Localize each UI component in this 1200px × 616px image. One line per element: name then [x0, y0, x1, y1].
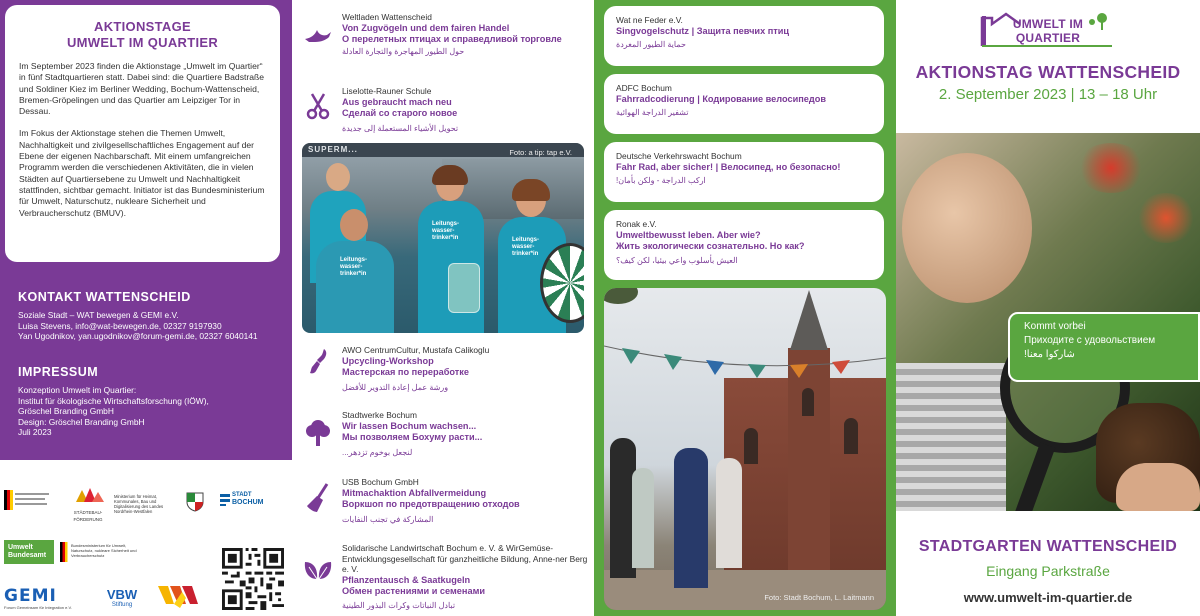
event-title-ru: Жить экологически сознательно. Но как? — [616, 241, 805, 251]
intro-card — [5, 5, 280, 262]
impressum-line: Gröschel Branding GmbH — [18, 406, 114, 416]
brand-name: UMWELT IM QUARTIER — [1012, 17, 1084, 45]
event-title-ar: حماية الطيور المغردة — [616, 40, 686, 49]
contact-line: Luisa Stevens, info@wat-bewegen.de, 02327 9197930 — [18, 320, 222, 331]
event-title — [616, 26, 872, 38]
leaves-icon — [302, 556, 334, 584]
event-title-ru: Мы позволяем Бохуму расти... — [342, 432, 483, 442]
event-title-ar: المشاركة في تجنب النفايات — [342, 514, 434, 524]
impressum-section — [18, 365, 280, 438]
contact-line: Soziale Stadt – WAT bewegen & GEMI e.V. — [18, 310, 179, 320]
event-item — [342, 543, 592, 611]
child-figure — [716, 458, 742, 568]
contact-section — [18, 290, 280, 342]
website-link[interactable]: www.umwelt-im-quartier.de — [963, 590, 1133, 605]
event-title-ru: Велосипед, но безопасно! — [720, 161, 841, 172]
info-panel — [0, 0, 292, 460]
child-head — [902, 153, 1032, 303]
nrw-crest-icon — [186, 492, 204, 512]
event-title: AKTIONSTAG WATTENSCHEID — [915, 62, 1181, 82]
title-separator: | — [697, 93, 700, 104]
event-title-de: Von Zugvögeln und dem fairen Handel — [342, 22, 510, 33]
event-title-ru: Воркшоп по предотвращению отходов — [342, 499, 520, 509]
gemi-logo — [4, 588, 84, 612]
tree-icon — [302, 418, 334, 446]
event-title — [616, 94, 872, 106]
church-window — [744, 428, 758, 464]
gemi-subtext: Forum Gemeinsam für Integration e.V. — [4, 605, 72, 610]
event-title-ar: العيش بأسلوب واعي بيئيا، لكن كيف؟ — [616, 255, 738, 265]
intro-paragraph: Im Fokus der Aktionstage stehen die Themen Umwelt, Nachhaltigkeit und zivilgesellschaftliches Engagement auf der Ebene der eigenen Nachbarschaft. Mit einem umfangreichen Programm werden die verschiedenen Aktivitäten, die in vielen Städten auf Quartiersebene zu Umwelt und Nachhaltigkeit stattfinden, sichtbar gemacht. Initiator ist das Bundesministerium für Umwelt, Naturschutz, nukleare Sicherheit und Verbraucherschutz (BMUV). — [19, 128, 265, 218]
intro-paragraph: Im September 2023 finden die Aktionstage „Umwelt im Quartier“ in fünf Stadtquartieren statt. Dabei sind: die Quartiere Badstraße und Soldiner Kiez im Berliner Wedding, Bochum-Wattenscheid, Bremen-Gröpelingen und das Quartier am Leipziger Tor in Dessau. — [19, 61, 265, 117]
welcome-ru: Приходите с удовольствием — [1024, 335, 1156, 346]
sponsor-logos — [0, 460, 292, 616]
umwelt-bundesamt-line2: Bundesamt — [8, 552, 47, 559]
event-item — [342, 12, 592, 57]
event-organizer: Liselotte-Rauner Schule — [342, 86, 432, 96]
impressum-line: Institut für ökologische Wirtschaftsforschung (IÖW), — [18, 395, 209, 406]
flower-bokeh — [1136, 193, 1196, 243]
event-date: 2. September 2023 | 13 – 18 Uhr — [938, 86, 1158, 103]
venue-entrance: Eingang Parkstraße — [986, 563, 1110, 579]
church-photo — [604, 288, 886, 610]
event-organizer: ADFC Bochum — [616, 83, 672, 93]
event-item — [342, 477, 592, 525]
cover-column — [896, 0, 1200, 616]
welcome-de: Kommt vorbei — [1024, 321, 1086, 332]
staedtebau-logo — [68, 486, 108, 522]
event-title-ru: Обмен растениями и семенами — [342, 586, 486, 596]
event-item — [342, 410, 592, 458]
shirt-text: Leitungs-wasser-trinker*in — [340, 257, 367, 277]
shirt-text: Leitungs-wasser-trinker*in — [432, 221, 459, 241]
event-organizer: USB Bochum GmbH — [342, 477, 419, 487]
gemi-wordmark: GEMI — [4, 586, 57, 606]
intro-title-line1: AKTIONSTAGE — [94, 19, 191, 34]
event-title-ar: تبادل النباتات وكرات البذور الطينية — [342, 600, 456, 610]
broom-icon — [302, 484, 334, 512]
plaza-ground — [604, 570, 886, 610]
event-title-de: Wir lassen Bochum wachsen... — [342, 420, 477, 431]
event-title-de: Upcycling-Workshop — [342, 355, 434, 366]
person-figure — [316, 209, 394, 333]
event-item — [342, 86, 592, 134]
volunteers-photo — [302, 143, 584, 333]
event-title-ru: Кодирование велосипедов — [702, 93, 826, 104]
intro-title — [19, 19, 266, 51]
contact-line: Yan Ugodnikov, yan.ugodnikov@forum-gemi.de, 02327 6040141 — [18, 331, 258, 341]
vbw-logo — [100, 588, 144, 612]
venue-name: STADTGARTEN WATTENSCHEID — [918, 538, 1178, 555]
child-figure — [632, 468, 654, 568]
event-title-de: Umweltbewusst leben. Aber wie? — [616, 229, 761, 240]
event-organizer: Deutsche Verkehrswacht Bochum — [616, 151, 742, 161]
event-organizer: AWO CentrumCultur, Mustafa Calikoglu — [342, 345, 490, 355]
bmuv-logo — [60, 542, 144, 564]
staedtebau-text: STÄDTEBAU-FÖRDERUNG — [73, 510, 103, 522]
umwelt-im-quartier-logo — [980, 8, 1114, 48]
event-title-ru: О перелетных птицах и справедливой торговле — [342, 34, 562, 44]
event-card — [604, 142, 884, 202]
colorful-w-logo — [156, 582, 204, 612]
welcome-box — [1008, 312, 1200, 382]
event-title-ru: Мастерская по переработке — [342, 367, 470, 377]
event-organizer: Weltladen Wattenscheid — [342, 12, 432, 22]
hand — [1116, 463, 1200, 511]
paintbrush-icon — [302, 348, 334, 376]
program-column-2 — [594, 0, 896, 616]
shirt-text: Leitungs-wasser-trinker*in — [512, 237, 539, 257]
program-column-1 — [292, 0, 594, 616]
event-card — [604, 6, 884, 66]
impressum-line: Juli 2023 — [18, 427, 52, 437]
welcome-ar: شاركوا معنا! — [1024, 349, 1075, 360]
event-item — [342, 345, 592, 393]
scissors-icon — [302, 92, 334, 120]
bird-icon — [302, 22, 334, 50]
event-title-de: Fahrradcodierung — [616, 93, 695, 104]
bund-eagle-logo — [4, 490, 50, 510]
child-shirt — [896, 363, 1006, 511]
event-title-ru: Защита певчих птиц — [696, 25, 790, 36]
event-title-de: Aus gebraucht mach neu — [342, 96, 452, 107]
event-title-de: Fahr Rad, aber sicher! — [616, 161, 714, 172]
glass-jar — [448, 263, 480, 313]
contact-heading: KONTAKT WATTENSCHEID — [18, 290, 191, 304]
event-organizer: Stadtwerke Bochum — [342, 410, 417, 420]
intro-title-line2: UMWELT IM QUARTIER — [66, 35, 219, 50]
impressum-line: Design: Gröschel Branding GmbH — [18, 416, 145, 427]
bmuv-text: Bundesministerium für Umwelt, Naturschutz, nukleare Sicherheit und Verbraucherschutz — [71, 543, 137, 558]
event-title-de: Singvogelschutz — [616, 25, 689, 36]
umwelt-bundesamt-line1: Umwelt — [8, 544, 33, 551]
photo-credit: Foto: a tip: tap e.V. — [509, 148, 572, 157]
child-figure — [674, 448, 708, 588]
title-separator: | — [715, 161, 719, 172]
title-separator: | — [691, 25, 695, 36]
stadt-bochum-line1: STADT — [232, 492, 252, 498]
event-card — [604, 74, 884, 134]
vbw-subtext: Stiftung — [111, 602, 133, 608]
impressum-line: Konzeption Umwelt im Quartier: — [18, 385, 137, 395]
event-organizer: Ronak e.V. — [616, 219, 657, 229]
event-title-ar: ورشة عمل إعادة التدوير للأفضل — [342, 382, 449, 392]
flower-bokeh — [1076, 143, 1146, 193]
event-title — [616, 162, 872, 174]
umwelt-bundesamt-logo — [4, 540, 54, 564]
stadt-bochum-logo — [220, 492, 270, 512]
event-title-ar: حول الطيور المهاجرة والتجارة العادلة — [342, 46, 465, 56]
event-title-ar: اركب الدراجة - ولكن بأمان! — [616, 176, 706, 185]
store-sign: SUPERM... — [302, 143, 584, 157]
event-title-ru: Сделай со старого новое — [342, 108, 458, 118]
stadt-bochum-line2: BOCHUM — [232, 499, 264, 506]
impressum-heading: IMPRESSUM — [18, 365, 99, 379]
ministerium-nrw-text: Ministerium für Heimat, Kommunales, Bau und Digitalisierung des Landes Nordrhein-Westfalen — [114, 494, 164, 514]
event-title-de: Mitmachaktion Abfallvermeidung — [342, 487, 487, 498]
event-card — [604, 210, 884, 280]
event-title-ar: تشفير الدراجة الهوائية — [616, 108, 689, 117]
info-column — [0, 0, 292, 616]
church-window — [844, 418, 858, 454]
vbw-wordmark: VBW — [106, 587, 138, 602]
qr-code-icon — [222, 548, 284, 610]
tree-branch — [604, 288, 638, 304]
event-title-de: Pflanzentausch & Saatkugeln — [342, 574, 471, 585]
event-organizer: Wat ne Feder e.V. — [616, 15, 683, 25]
event-title-ar: تحويل الأشياء المستعملة إلى جديدة — [342, 123, 459, 133]
event-title-ar: لنجعل بوخوم تزدهر... — [342, 447, 413, 457]
photo-credit: Foto: Stadt Bochum, L. Laitmann — [764, 593, 874, 602]
event-organizer: Solidarische Landwirtschaft Bochum e. V. & WirGemüse-Entwicklungsgesellschaft für ganzheitliche Bildung, Anne-ner Berg e. V. — [342, 543, 588, 574]
bunting-flags — [604, 338, 886, 398]
magnifier-handle — [1013, 443, 1055, 511]
